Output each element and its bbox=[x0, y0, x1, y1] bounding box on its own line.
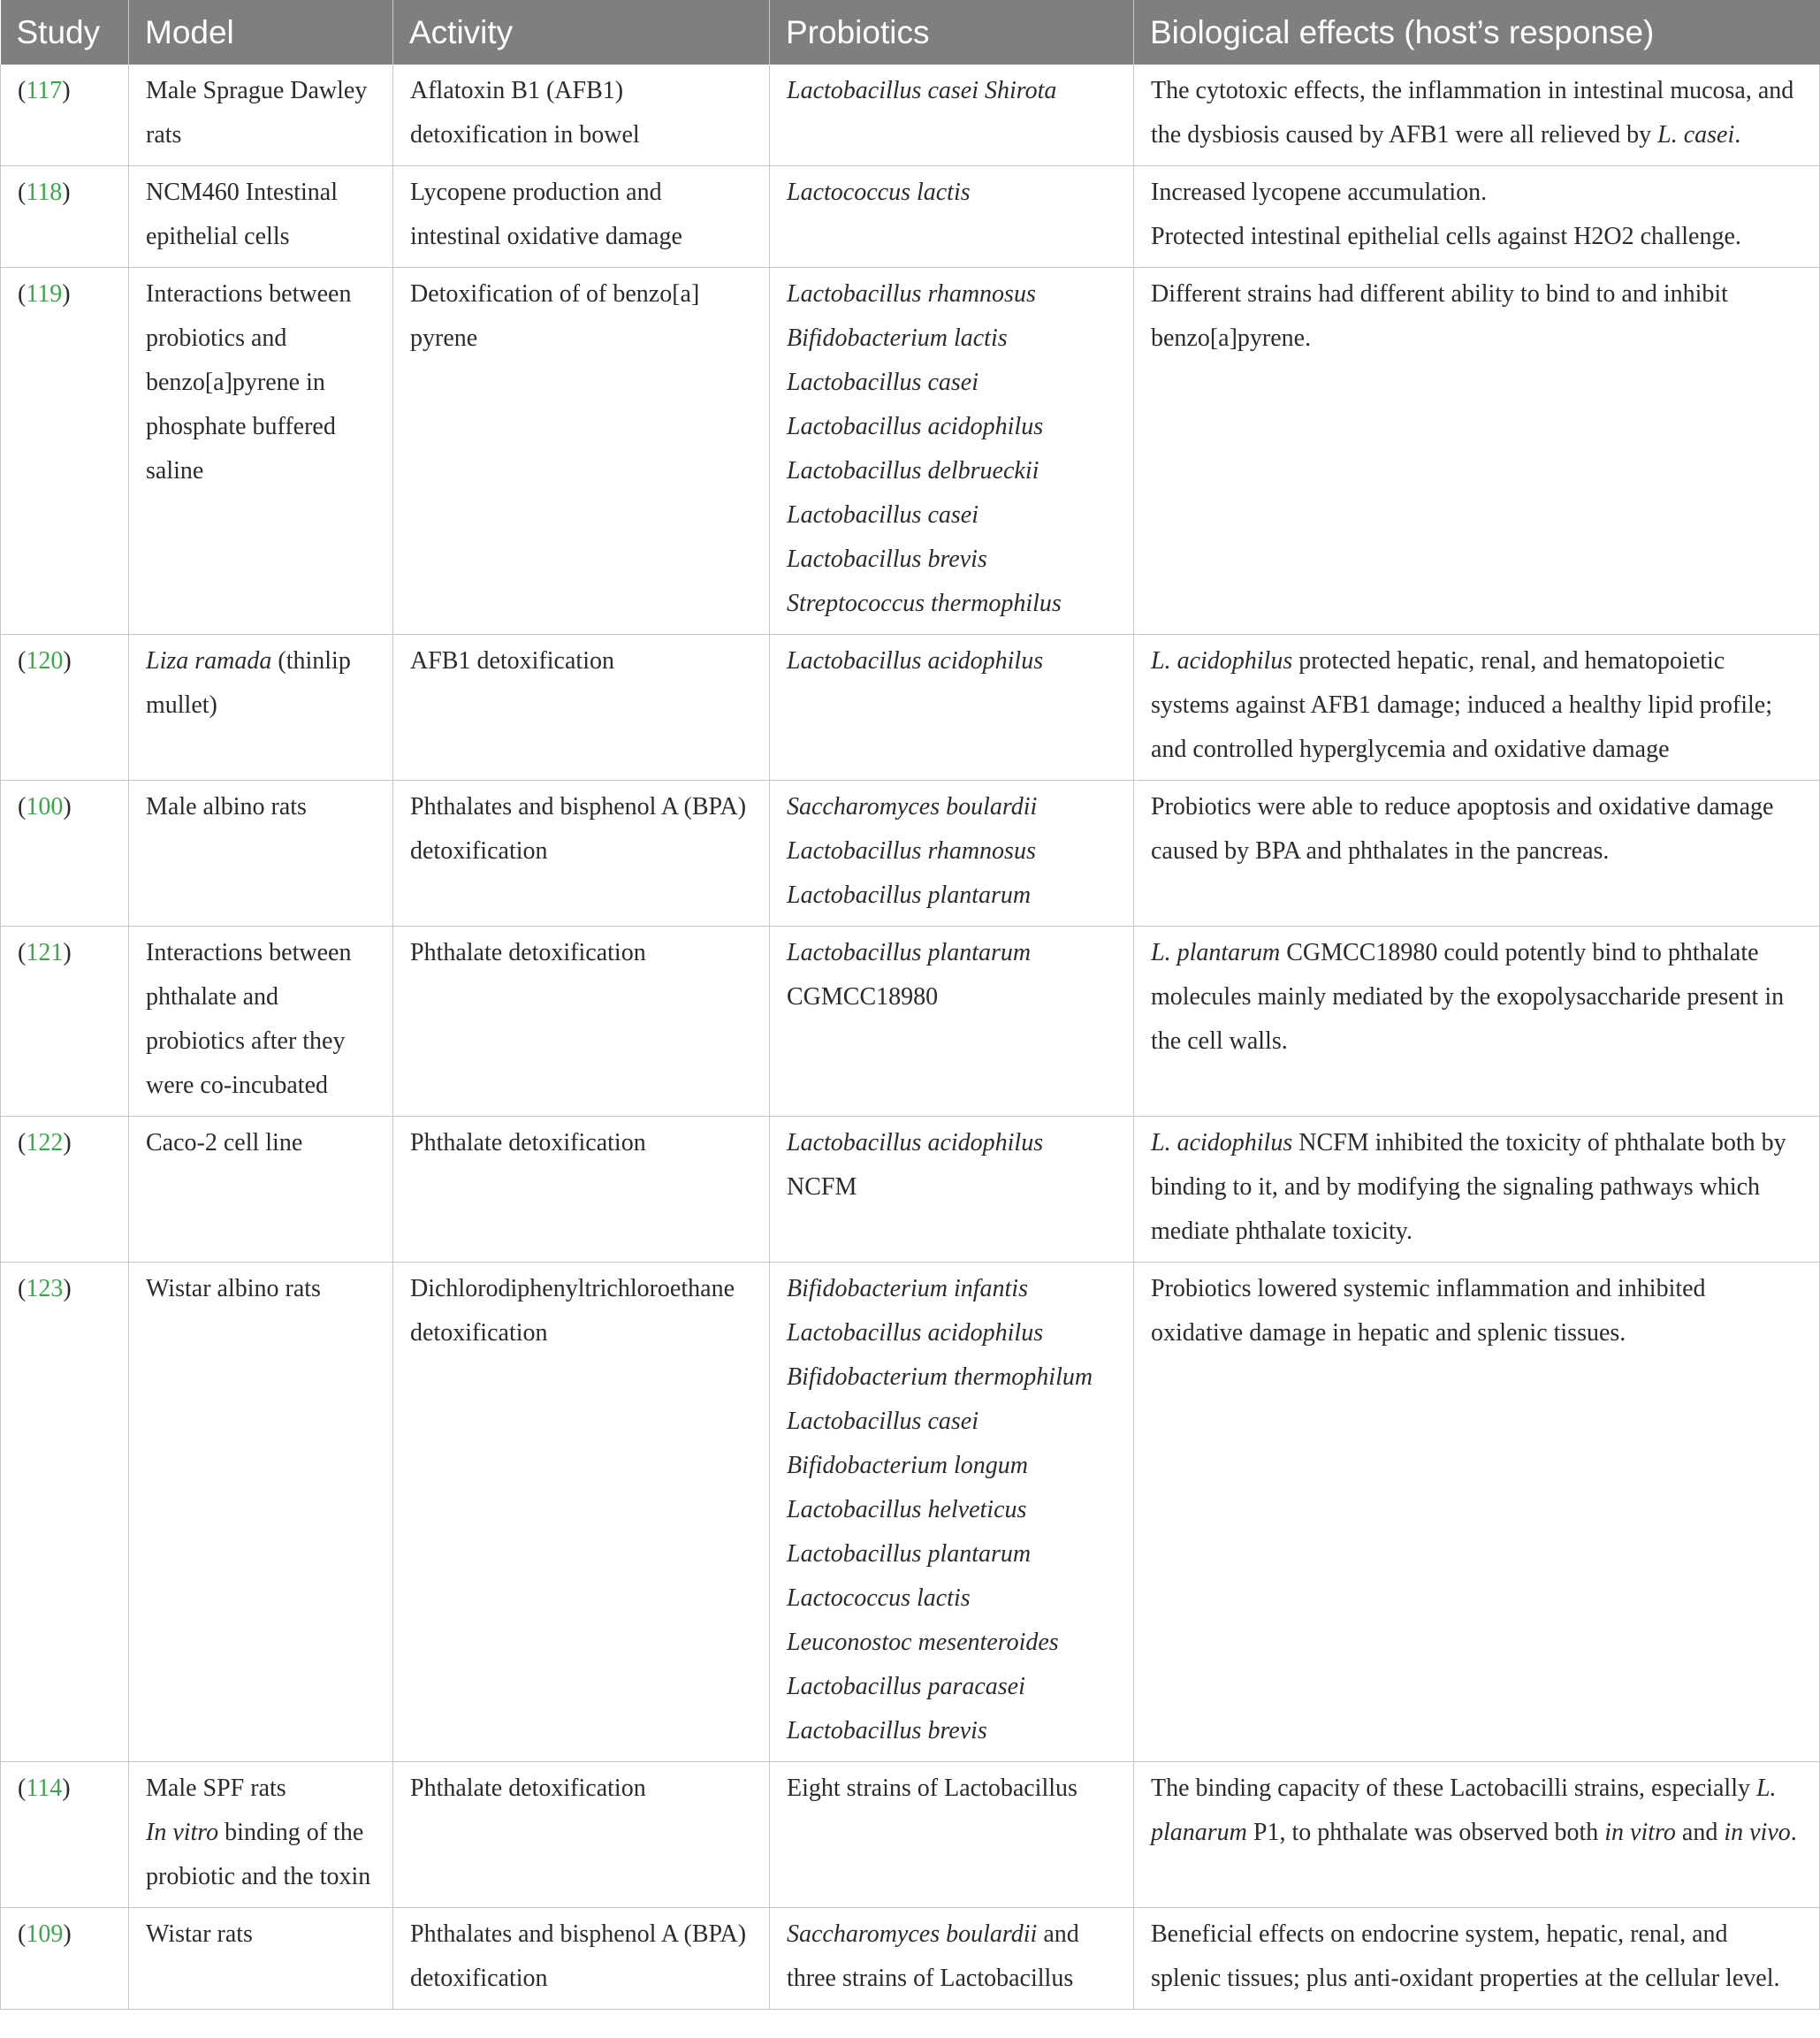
header-row bbox=[1, 0, 1820, 65]
italic-text: in vitro bbox=[1604, 1819, 1676, 1846]
cell-model bbox=[129, 1117, 393, 1263]
cell-study: (122) bbox=[1, 1117, 129, 1263]
text-run: Dichlorodiphenyltrichloroethane detoxification bbox=[410, 1275, 735, 1347]
cell-line bbox=[1151, 1912, 1803, 2001]
italic-text: Lactobacillus acidophilus bbox=[787, 1129, 1044, 1156]
cell-line bbox=[787, 361, 1117, 405]
cell-model bbox=[129, 781, 393, 927]
cell-model bbox=[129, 927, 393, 1117]
cell-model bbox=[129, 268, 393, 635]
header-study: Study bbox=[1, 0, 129, 65]
cell-probiotics bbox=[770, 781, 1134, 927]
study-reference-link[interactable]: 114 bbox=[26, 1775, 63, 1802]
cell-line bbox=[787, 449, 1117, 493]
italic-text: Lactobacillus acidophilus bbox=[787, 413, 1044, 440]
italic-text: Lactobacillus plantarum bbox=[787, 939, 1032, 966]
cell-study: (118) bbox=[1, 166, 129, 268]
text-run: Phthalates and bisphenol A (BPA) detoxification bbox=[410, 1920, 747, 1992]
text-run: Lycopene production and intestinal oxidative damage bbox=[410, 179, 682, 250]
cell-biological-effects bbox=[1134, 1908, 1820, 2010]
cell-activity bbox=[393, 927, 770, 1117]
cell-probiotics bbox=[770, 1762, 1134, 1908]
cell-line bbox=[787, 639, 1117, 683]
text-run: Caco-2 cell line bbox=[146, 1129, 303, 1156]
cell-probiotics bbox=[770, 166, 1134, 268]
text-run: The cytotoxic effects, the inflammation in intestinal mucosa, and the dysbiosis caused by AFB1 were all relieved by bbox=[1151, 77, 1794, 149]
italic-text: Streptococcus thermophilus bbox=[787, 590, 1062, 617]
italic-text: L. casei bbox=[1657, 121, 1735, 149]
cell-biological-effects bbox=[1134, 781, 1820, 927]
italic-text: L. acidophilus bbox=[1151, 1129, 1293, 1156]
text-run: Male albino rats bbox=[146, 793, 307, 821]
text-run: Male Sprague Dawley rats bbox=[146, 77, 368, 149]
italic-text: Lactobacillus casei bbox=[787, 369, 979, 396]
cell-study: (114) bbox=[1, 1762, 129, 1908]
table-row bbox=[1, 268, 1820, 635]
italic-text: Lactobacillus brevis bbox=[787, 546, 987, 573]
cell-line bbox=[1151, 639, 1803, 772]
cell-line bbox=[787, 1267, 1117, 1311]
cell-study: (119) bbox=[1, 268, 129, 635]
italic-text: L. acidophilus bbox=[1151, 647, 1293, 675]
text-run: Increased lycopene accumulation. bbox=[1151, 179, 1488, 206]
cell-line bbox=[787, 874, 1117, 918]
table-row bbox=[1, 781, 1820, 927]
text-run: The binding capacity of these Lactobacilli strains, especially bbox=[1151, 1775, 1756, 1802]
table-header bbox=[1, 0, 1820, 65]
cell-probiotics bbox=[770, 1263, 1134, 1762]
text-run: (thinlip mullet) bbox=[146, 647, 351, 719]
cell-study: (120) bbox=[1, 635, 129, 781]
text-run: and bbox=[1675, 1819, 1725, 1846]
table-row bbox=[1, 1263, 1820, 1762]
cell-line bbox=[787, 975, 1117, 1019]
table-row bbox=[1, 1117, 1820, 1263]
italic-text: Lactobacillus acidophilus bbox=[787, 1319, 1044, 1347]
text-run: Wistar rats bbox=[146, 1920, 253, 1948]
cell-activity bbox=[393, 166, 770, 268]
text-run: . bbox=[1734, 121, 1741, 149]
table-row bbox=[1, 1762, 1820, 1908]
italic-text: Lactobacillus plantarum bbox=[787, 1540, 1032, 1568]
italic-text: Liza ramada bbox=[146, 647, 272, 675]
text-run: binding of the probiotic and the toxin bbox=[146, 1819, 371, 1890]
italic-text: Bifidobacterium infantis bbox=[787, 1275, 1028, 1302]
cell-biological-effects bbox=[1134, 1762, 1820, 1908]
italic-text: Lactobacillus casei bbox=[787, 1408, 979, 1435]
study-reference-link[interactable]: 121 bbox=[26, 939, 64, 966]
cell-line bbox=[1151, 272, 1803, 361]
cell-model bbox=[129, 1263, 393, 1762]
study-reference-link[interactable]: 109 bbox=[26, 1920, 64, 1948]
italic-text: Leuconostoc mesenteroides bbox=[787, 1629, 1059, 1656]
italic-text: Lactococcus lactis bbox=[787, 1584, 971, 1612]
cell-probiotics bbox=[770, 927, 1134, 1117]
text-run: Protected intestinal epithelial cells against H2O2 challenge. bbox=[1151, 223, 1741, 250]
table-row bbox=[1, 1908, 1820, 2010]
cell-biological-effects bbox=[1134, 1263, 1820, 1762]
study-reference-link[interactable]: 118 bbox=[26, 179, 63, 206]
cell-probiotics bbox=[770, 635, 1134, 781]
table-row bbox=[1, 65, 1820, 166]
cell-study: (109) bbox=[1, 1908, 129, 2010]
text-run: Interactions between probiotics and benzo[a]pyrene in phosphate buffered saline bbox=[146, 280, 352, 485]
text-run: and three strains of Lactobacillus bbox=[787, 1920, 1079, 1992]
cell-line bbox=[787, 1311, 1117, 1355]
text-run: CGMCC18980 bbox=[787, 983, 939, 1011]
cell-probiotics bbox=[770, 1908, 1134, 2010]
cell-activity bbox=[393, 65, 770, 166]
italic-text: L. plantarum bbox=[1151, 939, 1281, 966]
text-run: P1, to phthalate was observed both bbox=[1246, 1819, 1605, 1846]
cell-model bbox=[129, 635, 393, 781]
cell-line bbox=[787, 1532, 1117, 1576]
header-model: Model bbox=[129, 0, 393, 65]
cell-activity bbox=[393, 1263, 770, 1762]
cell-line bbox=[787, 405, 1117, 449]
cell-line bbox=[787, 69, 1117, 113]
cell-line bbox=[787, 1121, 1117, 1165]
text-run: . bbox=[1790, 1819, 1797, 1846]
text-run: NCFM inhibited the toxicity of phthalate both by binding to it, and by modifying the signaling pathways which mediate phthalate toxicity. bbox=[1151, 1129, 1786, 1245]
cell-line bbox=[1151, 931, 1803, 1064]
cell-line bbox=[787, 1165, 1117, 1210]
cell-line bbox=[787, 1709, 1117, 1753]
cell-biological-effects bbox=[1134, 1117, 1820, 1263]
cell-line bbox=[787, 317, 1117, 361]
cell-line bbox=[787, 1576, 1117, 1621]
cell-biological-effects bbox=[1134, 927, 1820, 1117]
cell-activity bbox=[393, 635, 770, 781]
cell-study: (117) bbox=[1, 65, 129, 166]
text-run: protected hepatic, renal, and hematopoietic systems against AFB1 damage; induced a healthy lipid profile; and controlled hyperglycemia and oxidative damage bbox=[1151, 647, 1772, 763]
cell-line bbox=[787, 582, 1117, 626]
text-run: Phthalate detoxification bbox=[410, 1129, 646, 1156]
text-run: Eight strains of Lactobacillus bbox=[787, 1775, 1078, 1802]
cell-study: (121) bbox=[1, 927, 129, 1117]
cell-model bbox=[129, 65, 393, 166]
cell-line bbox=[787, 1355, 1117, 1400]
text-run: NCFM bbox=[787, 1173, 857, 1201]
cell-model bbox=[129, 1762, 393, 1908]
italic-text: Bifidobacterium lactis bbox=[787, 324, 1008, 352]
text-run: Phthalates and bisphenol A (BPA) detoxification bbox=[410, 793, 747, 865]
cell-probiotics bbox=[770, 65, 1134, 166]
cell-line bbox=[787, 1621, 1117, 1665]
cell-line bbox=[787, 1488, 1117, 1532]
italic-text: Lactobacillus casei bbox=[787, 501, 979, 529]
text-run: NCM460 Intestinal epithelial cells bbox=[146, 179, 338, 250]
italic-text: Saccharomyces boulardii bbox=[787, 793, 1038, 821]
cell-model bbox=[129, 1908, 393, 2010]
header-biological-effects: Biological effects (host’s response) bbox=[1134, 0, 1820, 65]
italic-text: Lactobacillus brevis bbox=[787, 1717, 987, 1744]
cell-line bbox=[787, 272, 1117, 317]
italic-text: Lactococcus lactis bbox=[787, 179, 971, 206]
cell-probiotics bbox=[770, 268, 1134, 635]
text-run: Different strains had different ability to bind to and inhibit benzo[a]pyrene. bbox=[1151, 280, 1728, 352]
italic-text: Lactobacillus rhamnosus bbox=[787, 837, 1036, 865]
cell-line bbox=[787, 538, 1117, 582]
italic-text: Lactobacillus helveticus bbox=[787, 1496, 1027, 1523]
cell-probiotics bbox=[770, 1117, 1134, 1263]
cell-line bbox=[1151, 785, 1803, 874]
italic-text: Lactobacillus acidophilus bbox=[787, 647, 1044, 675]
italic-text: Bifidobacterium thermophilum bbox=[787, 1363, 1093, 1391]
cell-biological-effects bbox=[1134, 268, 1820, 635]
table-row bbox=[1, 166, 1820, 268]
italic-text: Lactobacillus rhamnosus bbox=[787, 280, 1036, 308]
text-run: Probiotics were able to reduce apoptosis and oxidative damage caused by BPA and phthalates in the pancreas. bbox=[1151, 793, 1774, 865]
cell-line bbox=[787, 1400, 1117, 1444]
italic-text: L. planarum bbox=[1151, 1775, 1777, 1846]
cell-biological-effects bbox=[1134, 166, 1820, 268]
study-reference-link[interactable]: 117 bbox=[26, 77, 63, 104]
cell-line bbox=[1151, 1121, 1803, 1254]
cell-line bbox=[787, 931, 1117, 975]
cell-activity bbox=[393, 1908, 770, 2010]
cell-activity bbox=[393, 1117, 770, 1263]
italic-text: Lactobacillus plantarum bbox=[787, 882, 1032, 909]
text-run: Beneficial effects on endocrine system, hepatic, renal, and splenic tissues; plus anti-oxidant properties at the cellular level. bbox=[1151, 1920, 1780, 1992]
cell-line bbox=[787, 1444, 1117, 1488]
cell-line bbox=[787, 171, 1117, 215]
cell-activity bbox=[393, 268, 770, 635]
cell-activity bbox=[393, 781, 770, 927]
cell-line bbox=[1151, 69, 1803, 157]
text-run: Male SPF rats bbox=[146, 1775, 286, 1802]
header-activity: Activity bbox=[393, 0, 770, 65]
text-run: Detoxification of of benzo[a] pyrene bbox=[410, 280, 700, 352]
cell-biological-effects bbox=[1134, 635, 1820, 781]
text-run: Wistar albino rats bbox=[146, 1275, 321, 1302]
italic-text: Lactobacillus paracasei bbox=[787, 1673, 1025, 1700]
text-run: Aflatoxin B1 (AFB1) detoxification in bowel bbox=[410, 77, 640, 149]
study-reference-link[interactable]: 122 bbox=[26, 1129, 64, 1156]
italic-text: in vivo bbox=[1724, 1819, 1791, 1846]
cell-biological-effects bbox=[1134, 65, 1820, 166]
italic-text: In vitro bbox=[146, 1819, 219, 1846]
cell-activity bbox=[393, 1762, 770, 1908]
cell-line bbox=[787, 1912, 1117, 2001]
text-run: Interactions between phthalate and probiotics after they were co-incubated bbox=[146, 939, 352, 1099]
cell-study: (100) bbox=[1, 781, 129, 927]
header-probiotics: Probiotics bbox=[770, 0, 1134, 65]
text-run: Phthalate detoxification bbox=[410, 939, 646, 966]
table-row bbox=[1, 927, 1820, 1117]
text-run: CGMCC18980 could potently bind to phthalate molecules mainly mediated by the exopolysaccharide present in the cell walls. bbox=[1151, 939, 1785, 1055]
text-run: Phthalate detoxification bbox=[410, 1775, 646, 1802]
italic-text: Saccharomyces boulardii bbox=[787, 1920, 1038, 1948]
cell-line bbox=[1151, 1267, 1803, 1355]
table-body bbox=[1, 65, 1820, 2010]
text-run: Probiotics lowered systemic inflammation and inhibited oxidative damage in hepatic and splenic tissues. bbox=[1151, 1275, 1706, 1347]
cell-line bbox=[1151, 171, 1803, 215]
text-run: AFB1 detoxification bbox=[410, 647, 614, 675]
study-reference-link[interactable]: 120 bbox=[26, 647, 64, 675]
italic-text: Lactobacillus casei Shirota bbox=[787, 77, 1057, 104]
cell-line bbox=[787, 493, 1117, 538]
cell-line bbox=[787, 1665, 1117, 1709]
cell-line bbox=[1151, 215, 1803, 259]
cell-line bbox=[787, 1767, 1117, 1811]
study-reference-link[interactable]: 119 bbox=[26, 280, 63, 308]
study-reference-link[interactable]: 100 bbox=[26, 793, 64, 821]
italic-text: Lactobacillus delbrueckii bbox=[787, 457, 1039, 485]
table-row bbox=[1, 635, 1820, 781]
italic-text: Bifidobacterium longum bbox=[787, 1452, 1028, 1479]
cell-line bbox=[1151, 1767, 1803, 1855]
cell-line bbox=[787, 785, 1117, 829]
cell-model bbox=[129, 166, 393, 268]
cell-study: (123) bbox=[1, 1263, 129, 1762]
study-reference-link[interactable]: 123 bbox=[26, 1275, 64, 1302]
cell-line bbox=[787, 829, 1117, 874]
